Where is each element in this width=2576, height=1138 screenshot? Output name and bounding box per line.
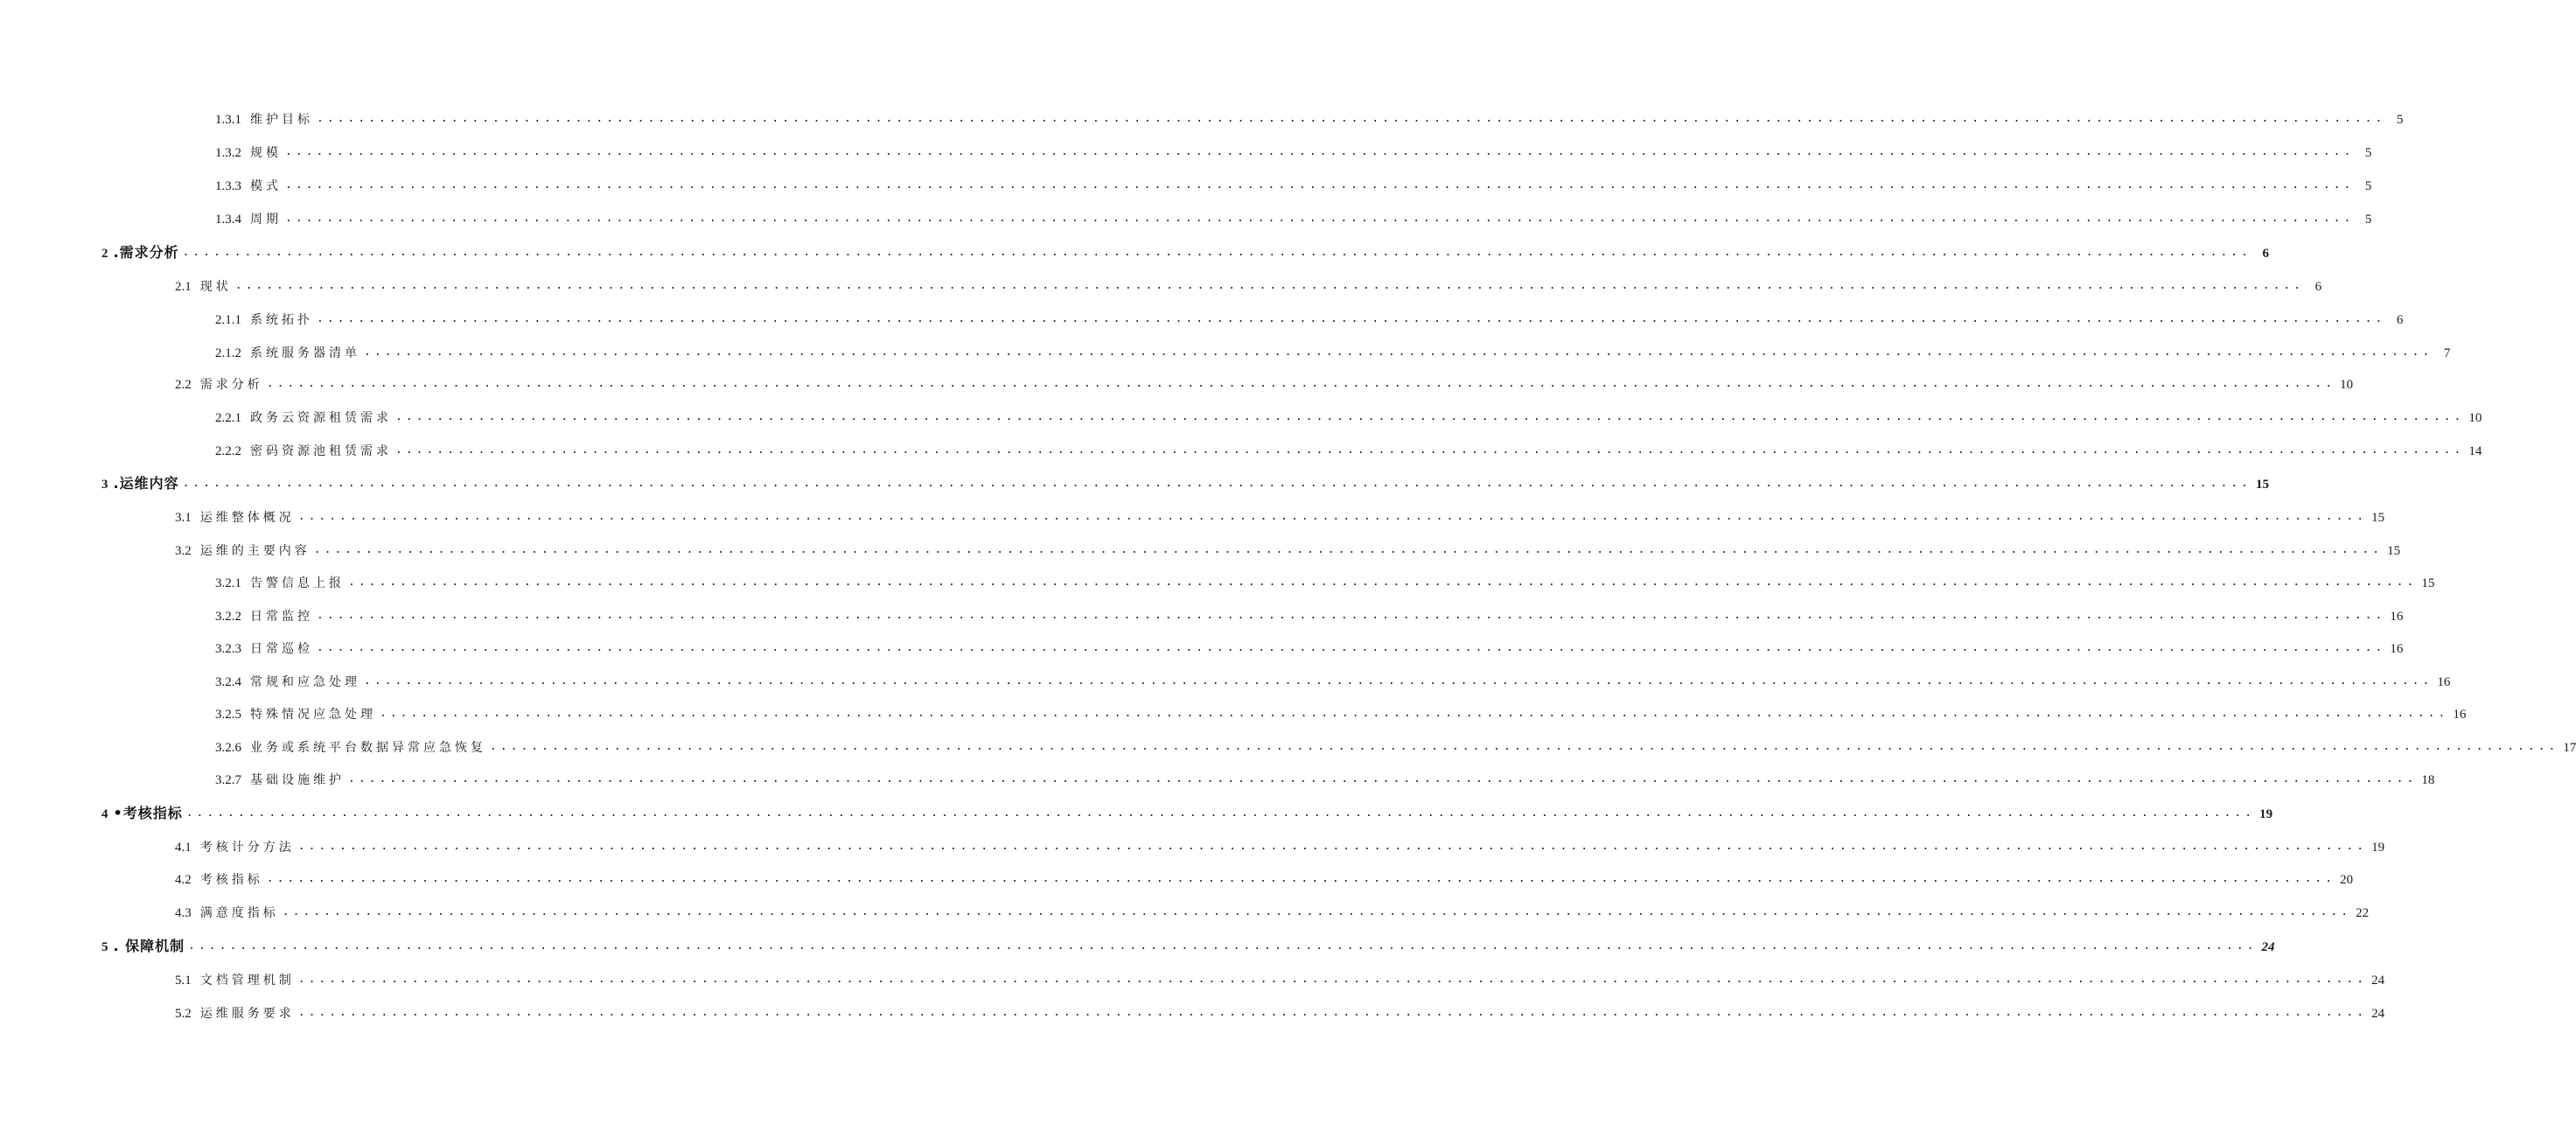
toc-entry-page: 17 xyxy=(2563,741,2576,755)
toc-entry-number: 3.1 xyxy=(175,511,192,525)
toc-entry-number: 3.2 xyxy=(175,544,192,558)
toc-entry-number: 4.1 xyxy=(175,841,192,855)
toc-entry-title: 模式 xyxy=(250,179,282,193)
toc-entry-title: 考核指标 xyxy=(199,873,263,887)
toc-entry-title: 政务云资源租赁需求 xyxy=(250,411,392,425)
toc-entry-number: 2.2 xyxy=(175,378,192,392)
toc-entry-number: 2.2.1 xyxy=(215,411,241,425)
toc-entry-title: •考核指标 xyxy=(113,805,183,821)
toc-entry-title: .运维内容 xyxy=(113,475,179,492)
toc-entry[interactable] xyxy=(175,867,2354,888)
toc-entry-number: 3.2.6 xyxy=(215,741,241,755)
dot-leader: ........................................................................................................................................................................................................ xyxy=(317,312,2386,325)
dot-leader: ........................................................................................................................................................................................................ xyxy=(317,112,2386,125)
toc-entry-number: 2.2.2 xyxy=(215,444,241,458)
toc-entry-title: 规模 xyxy=(250,146,282,160)
toc-entry-page: 22 xyxy=(2356,906,2370,920)
toc-entry-number: 3.2.7 xyxy=(215,773,241,787)
toc-entry-title: 日常巡检 xyxy=(250,642,313,656)
dot-leader: ........................................................................................................................................................................................................ xyxy=(364,346,2433,359)
toc-entry-page: 16 xyxy=(2437,675,2451,689)
toc-entry-page: 15 xyxy=(2255,478,2269,492)
toc-entry-number: 2.1 xyxy=(175,280,192,294)
dot-leader: ........................................................................................................................................................................................................ xyxy=(185,806,2256,820)
toc-entry[interactable] xyxy=(215,405,2482,426)
dot-leader: ........................................................................................................................................................................................................ xyxy=(490,740,2559,753)
toc-entry-number: 5 xyxy=(101,940,108,954)
toc-entry[interactable] xyxy=(101,471,2269,492)
toc-entry[interactable] xyxy=(175,1001,2385,1022)
toc-entry-number: 3.2.1 xyxy=(215,576,241,590)
toc-entry-title: 运维服务要求 xyxy=(199,1007,295,1021)
dot-leader: ........................................................................................................................................................................................................ xyxy=(266,377,2336,390)
toc-entry-number: 1.3.3 xyxy=(215,179,241,193)
toc-entry-page: 6 xyxy=(2262,247,2269,261)
toc-entry-title: 现状 xyxy=(199,280,232,294)
toc-entry-page: 24 xyxy=(2261,940,2275,954)
toc-entry-page: 10 xyxy=(2340,378,2354,392)
toc-entry-page: 6 xyxy=(2396,313,2404,327)
toc-entry-number: 4.3 xyxy=(175,906,192,920)
toc-entry-number: 4 xyxy=(101,807,108,821)
dot-leader: ........................................................................................................................................................................................................ xyxy=(285,145,2355,158)
toc-entry[interactable] xyxy=(215,636,2404,657)
toc-entry[interactable] xyxy=(175,505,2385,526)
toc-entry-number: 3.2.2 xyxy=(215,610,241,624)
toc-entry-number: 2 xyxy=(101,247,108,261)
toc-entry-title: 告警信息上报 xyxy=(250,576,345,590)
toc-entry[interactable] xyxy=(175,372,2354,393)
toc-entry-title: 周期 xyxy=(250,213,282,227)
toc-entry-title: 维护目标 xyxy=(250,113,313,127)
toc-entry-page: 24 xyxy=(2371,1007,2385,1021)
toc-entry-page: 15 xyxy=(2421,576,2435,590)
toc-entry-page: 16 xyxy=(2390,610,2404,624)
toc-entry-page: 7 xyxy=(2443,346,2451,360)
toc-entry[interactable] xyxy=(215,206,2372,227)
toc-entry[interactable] xyxy=(215,438,2482,459)
toc-entry-title: 常规和应急处理 xyxy=(250,675,360,689)
toc-entry-title: 系统服务器清单 xyxy=(250,346,360,360)
dot-leader: ........................................................................................................................................................................................................ xyxy=(297,973,2368,986)
dot-leader: ........................................................................................................................................................................................................ xyxy=(395,410,2465,423)
toc-entry-title: 系统拓扑 xyxy=(250,313,313,327)
toc-entry-number: 3.2.5 xyxy=(215,708,241,722)
dot-leader: ........................................................................................................................................................................................................ xyxy=(297,1006,2368,1019)
toc-entry-page: 15 xyxy=(2371,511,2385,525)
toc-entry-title: 需求分析 xyxy=(199,378,263,392)
toc-entry-title: 密码资源池租赁需求 xyxy=(250,444,392,458)
toc-entry-number: 1.3.4 xyxy=(215,213,241,227)
toc-entry-title: 文档管理机制 xyxy=(199,974,295,988)
dot-leader: ........................................................................................................................................................................................................ xyxy=(285,178,2355,192)
toc-entry-title: 满意度指标 xyxy=(199,906,279,920)
toc-entry[interactable] xyxy=(101,241,2269,262)
dot-leader: ........................................................................................................................................................................................................ xyxy=(297,840,2368,853)
toc-entry[interactable] xyxy=(175,274,2322,295)
toc-entry-title: . 保障机制 xyxy=(113,938,185,954)
toc-entry[interactable] xyxy=(215,140,2372,161)
toc-entry-title: 运维的主要内容 xyxy=(199,544,311,558)
toc-entry-page: 16 xyxy=(2453,708,2467,722)
toc-entry-page: 24 xyxy=(2371,974,2385,988)
dot-leader: ........................................................................................................................................................................................................ xyxy=(380,707,2449,720)
toc-entry-title: .需求分析 xyxy=(113,244,179,261)
dot-leader: ........................................................................................................................................................................................................ xyxy=(234,279,2305,292)
toc-entry-page: 18 xyxy=(2421,773,2435,787)
dot-leader: ........................................................................................................................................................................................................ xyxy=(285,212,2355,225)
toc-entry-number: 1.3.1 xyxy=(215,113,241,127)
toc-entry-title: 基础设施维护 xyxy=(250,773,345,787)
toc-entry-number: 5.1 xyxy=(175,974,192,988)
toc-entry[interactable] xyxy=(215,669,2451,690)
toc-entry-page: 14 xyxy=(2468,444,2482,458)
dot-leader: ........................................................................................................................................................................................................ xyxy=(317,609,2386,622)
dot-leader: ........................................................................................................................................................................................................ xyxy=(313,543,2384,556)
toc-entry-title: 运维整体概况 xyxy=(199,511,295,525)
dot-leader: ........................................................................................................................................................................................................ xyxy=(297,510,2368,523)
toc-entry-page: 6 xyxy=(2314,280,2322,294)
toc-entry-page: 10 xyxy=(2468,411,2482,425)
toc-entry-number: 2.1.1 xyxy=(215,313,241,327)
dot-leader: ........................................................................................................................................................................................................ xyxy=(282,905,2352,918)
toc-entry-title: 日常监控 xyxy=(250,610,313,624)
dot-leader: ........................................................................................................................................................................................................ xyxy=(364,674,2433,688)
toc-entry[interactable] xyxy=(215,173,2372,194)
toc-entry-page: 5 xyxy=(2396,113,2404,127)
toc-entry-page: 19 xyxy=(2259,807,2273,821)
toc-entry[interactable] xyxy=(215,307,2404,328)
toc-entry-page: 20 xyxy=(2340,873,2354,887)
toc-entry-page: 5 xyxy=(2364,146,2372,160)
dot-leader: ........................................................................................................................................................................................................ xyxy=(182,246,2251,259)
toc-entry-title: 业务或系统平台数据异常应急恢复 xyxy=(250,741,486,755)
toc-entry-page: 5 xyxy=(2364,179,2372,193)
toc-entry-number: 3.2.4 xyxy=(215,675,241,689)
toc-entry[interactable] xyxy=(175,900,2370,921)
toc-entry-page: 5 xyxy=(2364,213,2372,227)
dot-leader: ........................................................................................................................................................................................................ xyxy=(182,477,2251,490)
toc-entry[interactable] xyxy=(215,767,2435,788)
dot-leader: ........................................................................................................................................................................................................ xyxy=(395,443,2465,457)
toc-entry-number: 3 xyxy=(101,478,108,492)
toc-entry[interactable] xyxy=(215,340,2451,361)
toc-entry-number: 1.3.2 xyxy=(215,146,241,160)
toc-entry-title: 考核计分方法 xyxy=(199,841,295,855)
dot-leader: ........................................................................................................................................................................................................ xyxy=(317,641,2386,654)
toc-entry[interactable] xyxy=(215,604,2404,625)
toc-entry[interactable] xyxy=(215,107,2404,128)
toc-entry[interactable] xyxy=(175,967,2385,988)
toc-entry[interactable] xyxy=(175,538,2401,559)
toc-entry[interactable] xyxy=(175,834,2385,855)
toc-entry-page: 16 xyxy=(2390,642,2404,656)
toc-entry-number: 2.1.2 xyxy=(215,346,241,360)
dot-leader: ........................................................................................................................................................................................................ xyxy=(348,576,2418,589)
toc-entry[interactable] xyxy=(215,702,2467,723)
dot-leader: ........................................................................................................................................................................................................ xyxy=(348,772,2418,785)
toc-entry-page: 19 xyxy=(2371,841,2385,855)
toc-entry-number: 4.2 xyxy=(175,873,192,887)
dot-leader: ........................................................................................................................................................................................................ xyxy=(188,939,2258,953)
toc-entry[interactable] xyxy=(101,801,2273,822)
toc-entry-number: 5.2 xyxy=(175,1007,192,1021)
toc-entry-title: 特殊情况应急处理 xyxy=(250,708,376,722)
toc-entry-number: 3.2.3 xyxy=(215,642,241,656)
toc-entry[interactable] xyxy=(215,570,2435,591)
toc-entry[interactable] xyxy=(215,735,2576,756)
dot-leader: ........................................................................................................................................................................................................ xyxy=(266,872,2336,885)
toc-entry[interactable] xyxy=(101,934,2275,955)
toc-entry-page: 15 xyxy=(2387,544,2401,558)
